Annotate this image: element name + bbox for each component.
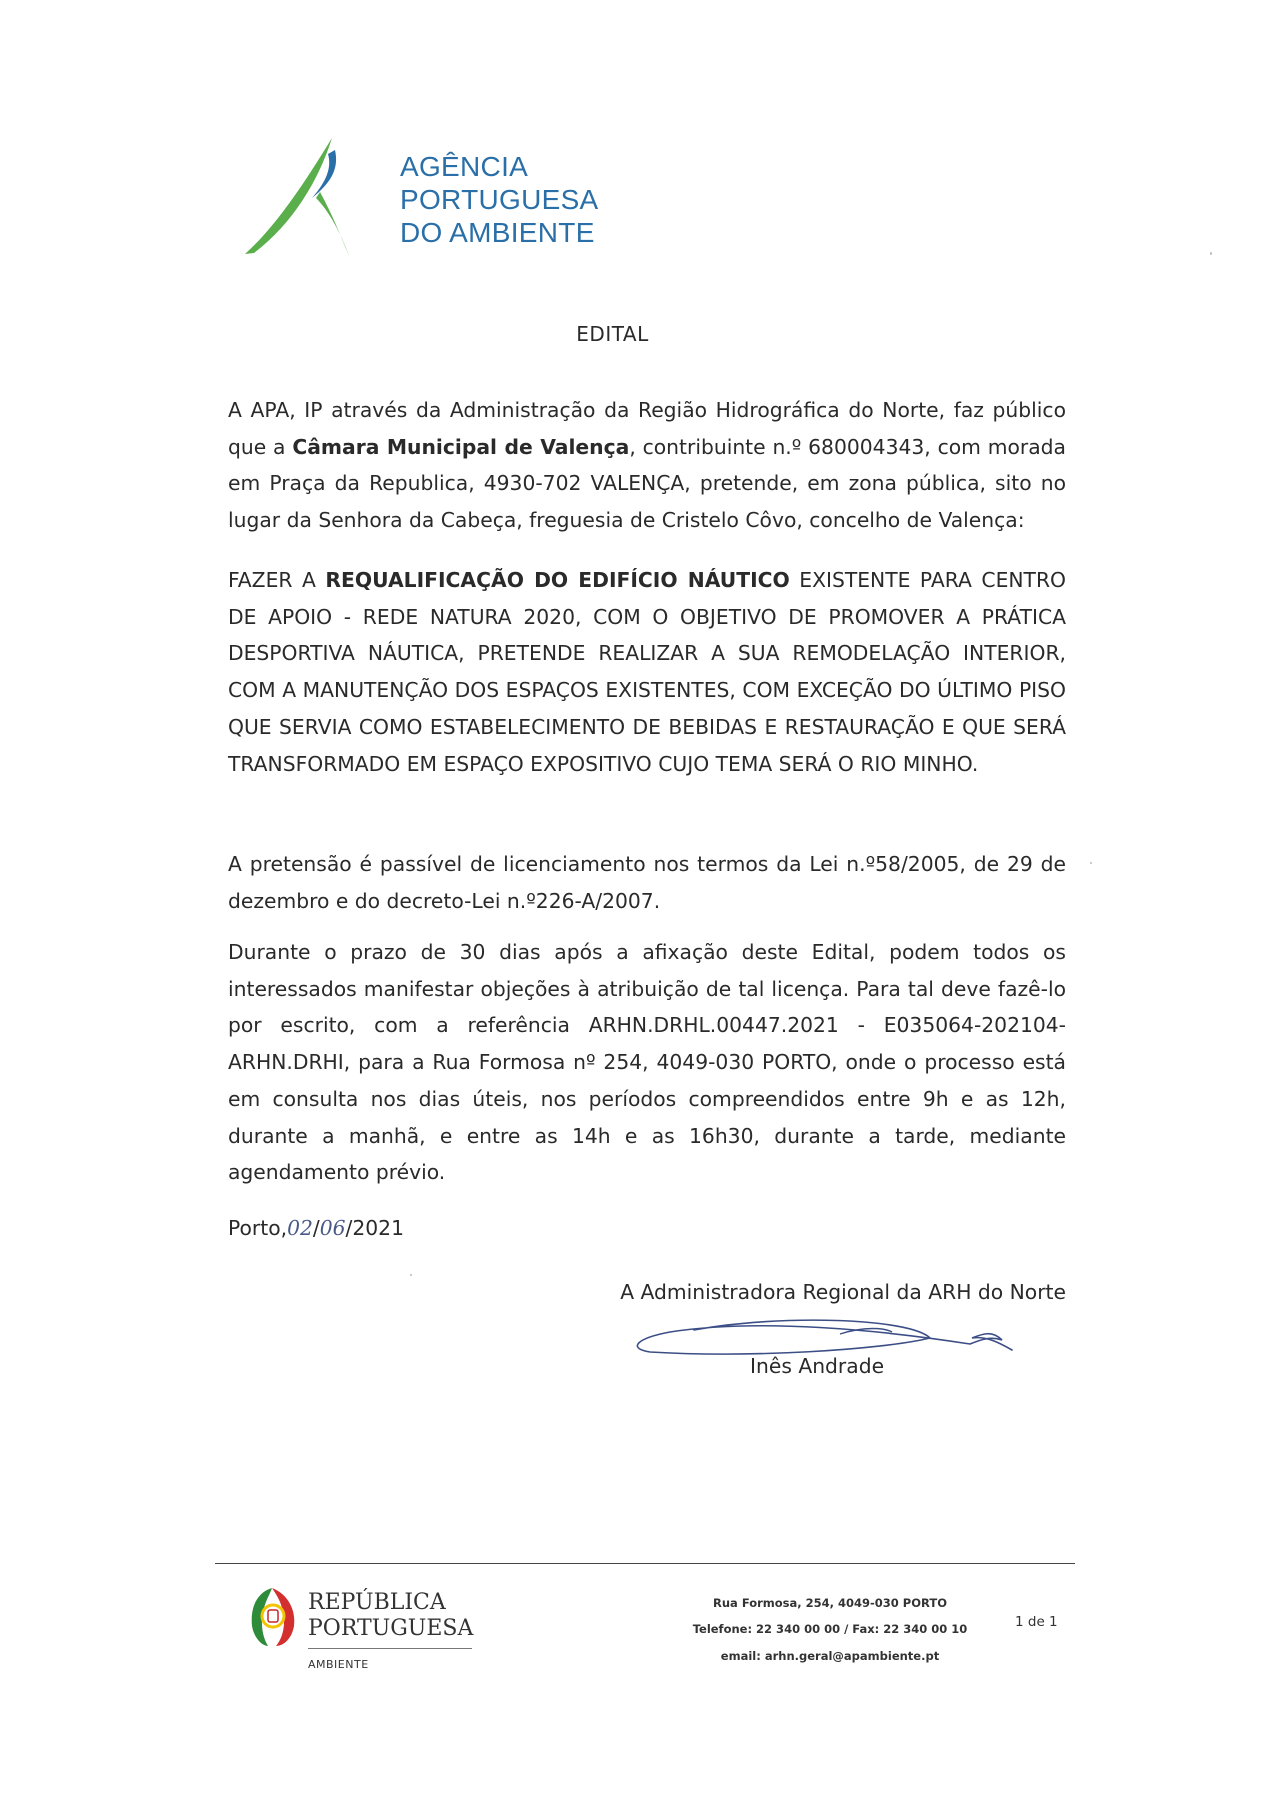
ministry-name: AMBIENTE	[308, 1658, 369, 1671]
agency-name-line1: AGÊNCIA	[400, 151, 529, 182]
agency-name-line2: PORTUGUESA	[400, 184, 599, 215]
applicant-name: Câmara Municipal de Valença	[292, 434, 630, 459]
republic-name	[308, 1590, 473, 1642]
scan-speck	[1210, 252, 1212, 255]
scan-speck	[1090, 862, 1092, 864]
agency-name-line3: DO AMBIENTE	[400, 217, 595, 248]
document-title: EDITAL	[576, 322, 649, 346]
scan-speck	[410, 1274, 412, 1276]
date-separator: /	[312, 1216, 320, 1240]
handwritten-day: 02	[287, 1216, 313, 1240]
portuguese-republic-emblem-icon	[248, 1586, 298, 1648]
project-description	[228, 562, 1066, 782]
year: 2021	[352, 1216, 404, 1240]
date-separator: /	[345, 1216, 353, 1240]
signatory-role: A Administradora Regional da ARH do Norte	[620, 1280, 1066, 1304]
project-text-1: FAZER A	[228, 568, 326, 592]
republic-name-line2: PORTUGUESA	[308, 1616, 474, 1641]
place-date	[228, 1216, 404, 1240]
footer-address: Rua Formosa, 254, 4049-030 PORTO	[713, 1596, 947, 1610]
page-number: 1 de 1	[1015, 1614, 1058, 1630]
republic-name-line1: REPÚBLICA	[308, 1590, 446, 1615]
objections-paragraph: Durante o prazo de 30 dias após a afixação deste Edital, podem todos os interessados manifestar objeções à atribuição de tal licença. Para tal deve fazê-lo por escrito, com a referência ARHN.DRHL.00447.2021 - E035064-202104-ARHN.DRHI, para a Rua Formosa nº 254, 4049-030 PORTO, onde o processo está em consulta nos dias úteis, nos períodos compreendidos entre 9h e as 12h, durante a manhã, e entre as 14h e as 16h30, durante a tarde, mediante agendamento prévio.	[228, 940, 1066, 1185]
intro-text-2: , contribuinte n.º 680004343, com morada em Praça da Republica, 4930-702 VALENÇA, pretende, em zona pública, sito no lugar da Senhora da Cabeça, freguesia de Cristelo Côvo, concelho de Valença:	[228, 434, 1066, 533]
project-text-2: EXISTENTE PARA CENTRO DE APOIO - REDE NATURA 2020, COM O OBJETIVO DE PROMOVER A PRÁTICA DESPORTIVA NÁUTICA, PRETENDE REALIZAR A SUA REMODELAÇÃO INTERIOR, COM A MANUTENÇÃO DOS ESPAÇOS EXISTENTES, COM EXCEÇÃO DO ÚLTIMO PISO QUE SERVIA COMO ESTABELECIMENTO DE BEBIDAS E RESTAURAÇÃO E QUE SERÁ TRANSFORMADO EM ESPAÇO EXPOSITIVO CUJO TEMA SERÁ O RIO MINHO.	[228, 568, 1066, 776]
footer-divider	[215, 1563, 1075, 1564]
handwritten-month: 06	[319, 1216, 346, 1240]
legal-basis-paragraph: A pretensão é passível de licenciamento nos termos da Lei n.º58/2005, de 29 de dezembro e do decreto-Lei n.º226-A/2007.	[228, 852, 1066, 913]
republic-divider	[308, 1648, 472, 1649]
intro-paragraph	[228, 392, 1066, 539]
agency-name	[400, 150, 599, 249]
signatory-name: Inês Andrade	[750, 1354, 885, 1378]
footer-email: email: arhn.geral@apambiente.pt	[720, 1649, 940, 1663]
footer-phone-fax: Telefone: 22 340 00 00 / Fax: 22 340 00 10	[692, 1622, 968, 1636]
apa-logo-icon	[240, 132, 370, 262]
intro-text-1: A APA, IP através da Administração da Região Hidrográfica do Norte, faz público que a	[228, 398, 1066, 459]
place: Porto,	[228, 1216, 288, 1240]
project-title: REQUALIFICAÇÃO DO EDIFÍCIO NÁUTICO	[325, 568, 790, 592]
